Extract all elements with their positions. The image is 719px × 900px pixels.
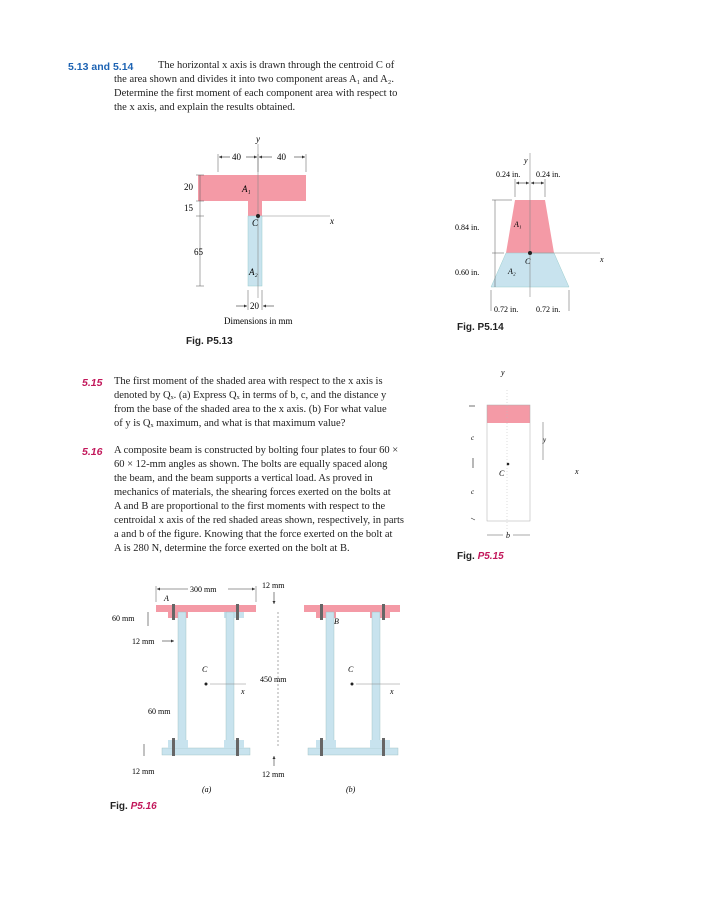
- centroid-label: C: [499, 469, 505, 478]
- bolt: [382, 738, 385, 756]
- a2-label: A₂: [508, 267, 516, 276]
- centroid-label: C: [525, 257, 531, 266]
- problem-line: denoted by Qₓ. (a) Express Qₓ in terms of b, c, and the distance y: [114, 390, 387, 401]
- problem-line: Determine the first moment of each component area with respect to: [114, 88, 398, 99]
- bolt-b: [320, 604, 323, 620]
- bolt-a-label: A: [164, 594, 169, 603]
- problem-line: of y is Qₓ maximum, and what is that maximum value?: [114, 418, 346, 429]
- a1-label: A₁: [514, 220, 522, 229]
- dim-20: 20: [184, 182, 193, 192]
- problem-number-5-13: 5.13 and 5.14: [68, 61, 134, 73]
- problem-line: the area shown and divides it into two component areas A₁ and A₂.: [114, 74, 394, 85]
- figure-caption-p5-16: [110, 801, 157, 812]
- dim-024-left: 0.24 in.: [496, 170, 521, 179]
- problem-line: the x axis, and explain the results obtained.: [114, 102, 296, 113]
- dim-12mm-left: 12 mm: [132, 637, 155, 646]
- bottom-angle-b-right: [370, 740, 390, 748]
- problem-line: A composite beam is constructed by bolting four plates to four 60 ×: [114, 445, 399, 456]
- dim-024-right: 0.24 in.: [536, 170, 561, 179]
- web-b-right: [372, 612, 380, 748]
- bolt: [236, 604, 239, 620]
- problem-line: A and B are proportional to the first moments with respect to the: [114, 501, 386, 512]
- part-a-label: (a): [202, 785, 212, 794]
- figure-p5-15: [455, 360, 595, 550]
- problem-line: The first moment of the shaded area with respect to the x axis is: [114, 376, 383, 387]
- x-label: x: [575, 467, 579, 476]
- dim-072-left: 0.72 in.: [494, 305, 519, 314]
- problem-line: a and b of the figure. Knowing that the force exerted on the bolt at: [114, 529, 393, 540]
- problem-line: the beam, and the beam supports a vertical load. As proved in: [114, 473, 373, 484]
- bolt-a: [172, 604, 175, 620]
- beam-b: [304, 604, 400, 794]
- web-b-left: [326, 612, 334, 748]
- problem-number-5-16: 5.16: [82, 446, 103, 458]
- dim-060: 0.60 in.: [455, 268, 480, 277]
- y-label: y: [256, 134, 260, 144]
- centroid-dot-a: [205, 683, 208, 686]
- problem-line: from the base of the shaded area to the x axis. (b) For what value: [114, 404, 387, 415]
- centroid-label-a: C: [202, 665, 208, 674]
- x-label: x: [330, 216, 334, 226]
- dimensions-note: Dimensions in mm: [224, 316, 293, 326]
- dim-15: 15: [184, 203, 193, 213]
- bolt: [320, 738, 323, 756]
- dim-60mm-mid: 60 mm: [148, 707, 171, 716]
- centroid-label: C: [252, 218, 259, 228]
- shaded-area: [487, 405, 530, 423]
- figure-caption-p5-13: Fig. P5.13: [186, 336, 233, 347]
- bolt-b-label: B: [334, 617, 339, 626]
- bottom-angle-a-left: [168, 740, 188, 748]
- dim-072-right: 0.72 in.: [536, 305, 561, 314]
- dim-12mm-top: 12 mm: [262, 581, 285, 590]
- centroid-dot-b: [351, 683, 354, 686]
- problem-line: centroidal x axis of the red shaded areas shown, respectively, in parts: [114, 515, 405, 526]
- y-distance-label: y: [543, 436, 547, 444]
- centroid-label-b: C: [348, 665, 354, 674]
- figure-p5-13: [160, 130, 360, 335]
- dim-084: 0.84 in.: [455, 223, 480, 232]
- dim-300mm: 300 mm: [190, 585, 217, 594]
- centroid-dot: [507, 463, 510, 466]
- centroid-dot: [528, 251, 532, 255]
- problem-line: The horizontal x axis is drawn through the centroid C of: [158, 60, 395, 71]
- figure-caption-p5-14: Fig. P5.14: [457, 322, 504, 333]
- dim-40-right: 40: [277, 152, 286, 162]
- area-a1-web: [248, 201, 262, 216]
- top-plate-a: [156, 605, 256, 612]
- c-label-bottom: c: [471, 488, 475, 496]
- b-label: b: [506, 531, 510, 540]
- dim-12mm-bottom: 12 mm: [262, 770, 285, 779]
- a2-label: A₂: [249, 267, 258, 277]
- problem-line: 60 × 12-mm angles as shown. The bolts are equally spaced along: [114, 459, 388, 470]
- problem-line: mechanics of materials, the shearing forces exerted on the bolts at: [114, 487, 391, 498]
- dim-60mm-left: 60 mm: [112, 614, 135, 623]
- bottom-angle-b-left: [316, 740, 336, 748]
- c-label-top: c: [471, 434, 475, 442]
- figure-caption-p5-15: [457, 551, 504, 562]
- x-label-b: x: [390, 687, 394, 696]
- caption-prefix: Fig.: [110, 801, 131, 812]
- y-label: y: [524, 156, 528, 165]
- x-label: x: [600, 255, 604, 264]
- bottom-angle-a-right: [224, 740, 244, 748]
- bolt: [382, 604, 385, 620]
- dim-40-left: 40: [232, 152, 241, 162]
- problem-number-5-15: 5.15: [82, 377, 103, 389]
- part-b-label: (b): [346, 785, 356, 794]
- figure-p5-16: [100, 576, 420, 796]
- bolt: [172, 738, 175, 756]
- web-a-right: [226, 612, 234, 748]
- y-label: y: [501, 368, 505, 377]
- beam-a: [156, 594, 256, 794]
- web-a-left: [178, 612, 186, 748]
- dim-65: 65: [194, 247, 203, 257]
- dim-20-bottom: 20: [250, 301, 259, 311]
- dim-12mm-bottom-left: 12 mm: [132, 767, 155, 776]
- a1-label: A₁: [242, 184, 251, 194]
- top-plate-b: [304, 605, 400, 612]
- figure-p5-14: [450, 145, 620, 330]
- bolt: [236, 738, 239, 756]
- x-label-a: x: [241, 687, 245, 696]
- caption-number: P5.16: [130, 801, 157, 812]
- caption-number: P5.15: [477, 551, 504, 562]
- dim-450mm: 450 mm: [260, 675, 287, 684]
- problem-line: A is 280 N, determine the force exerted on the bolt at B.: [114, 543, 350, 554]
- area-a1-flange: [198, 175, 306, 201]
- caption-prefix: Fig.: [457, 551, 478, 562]
